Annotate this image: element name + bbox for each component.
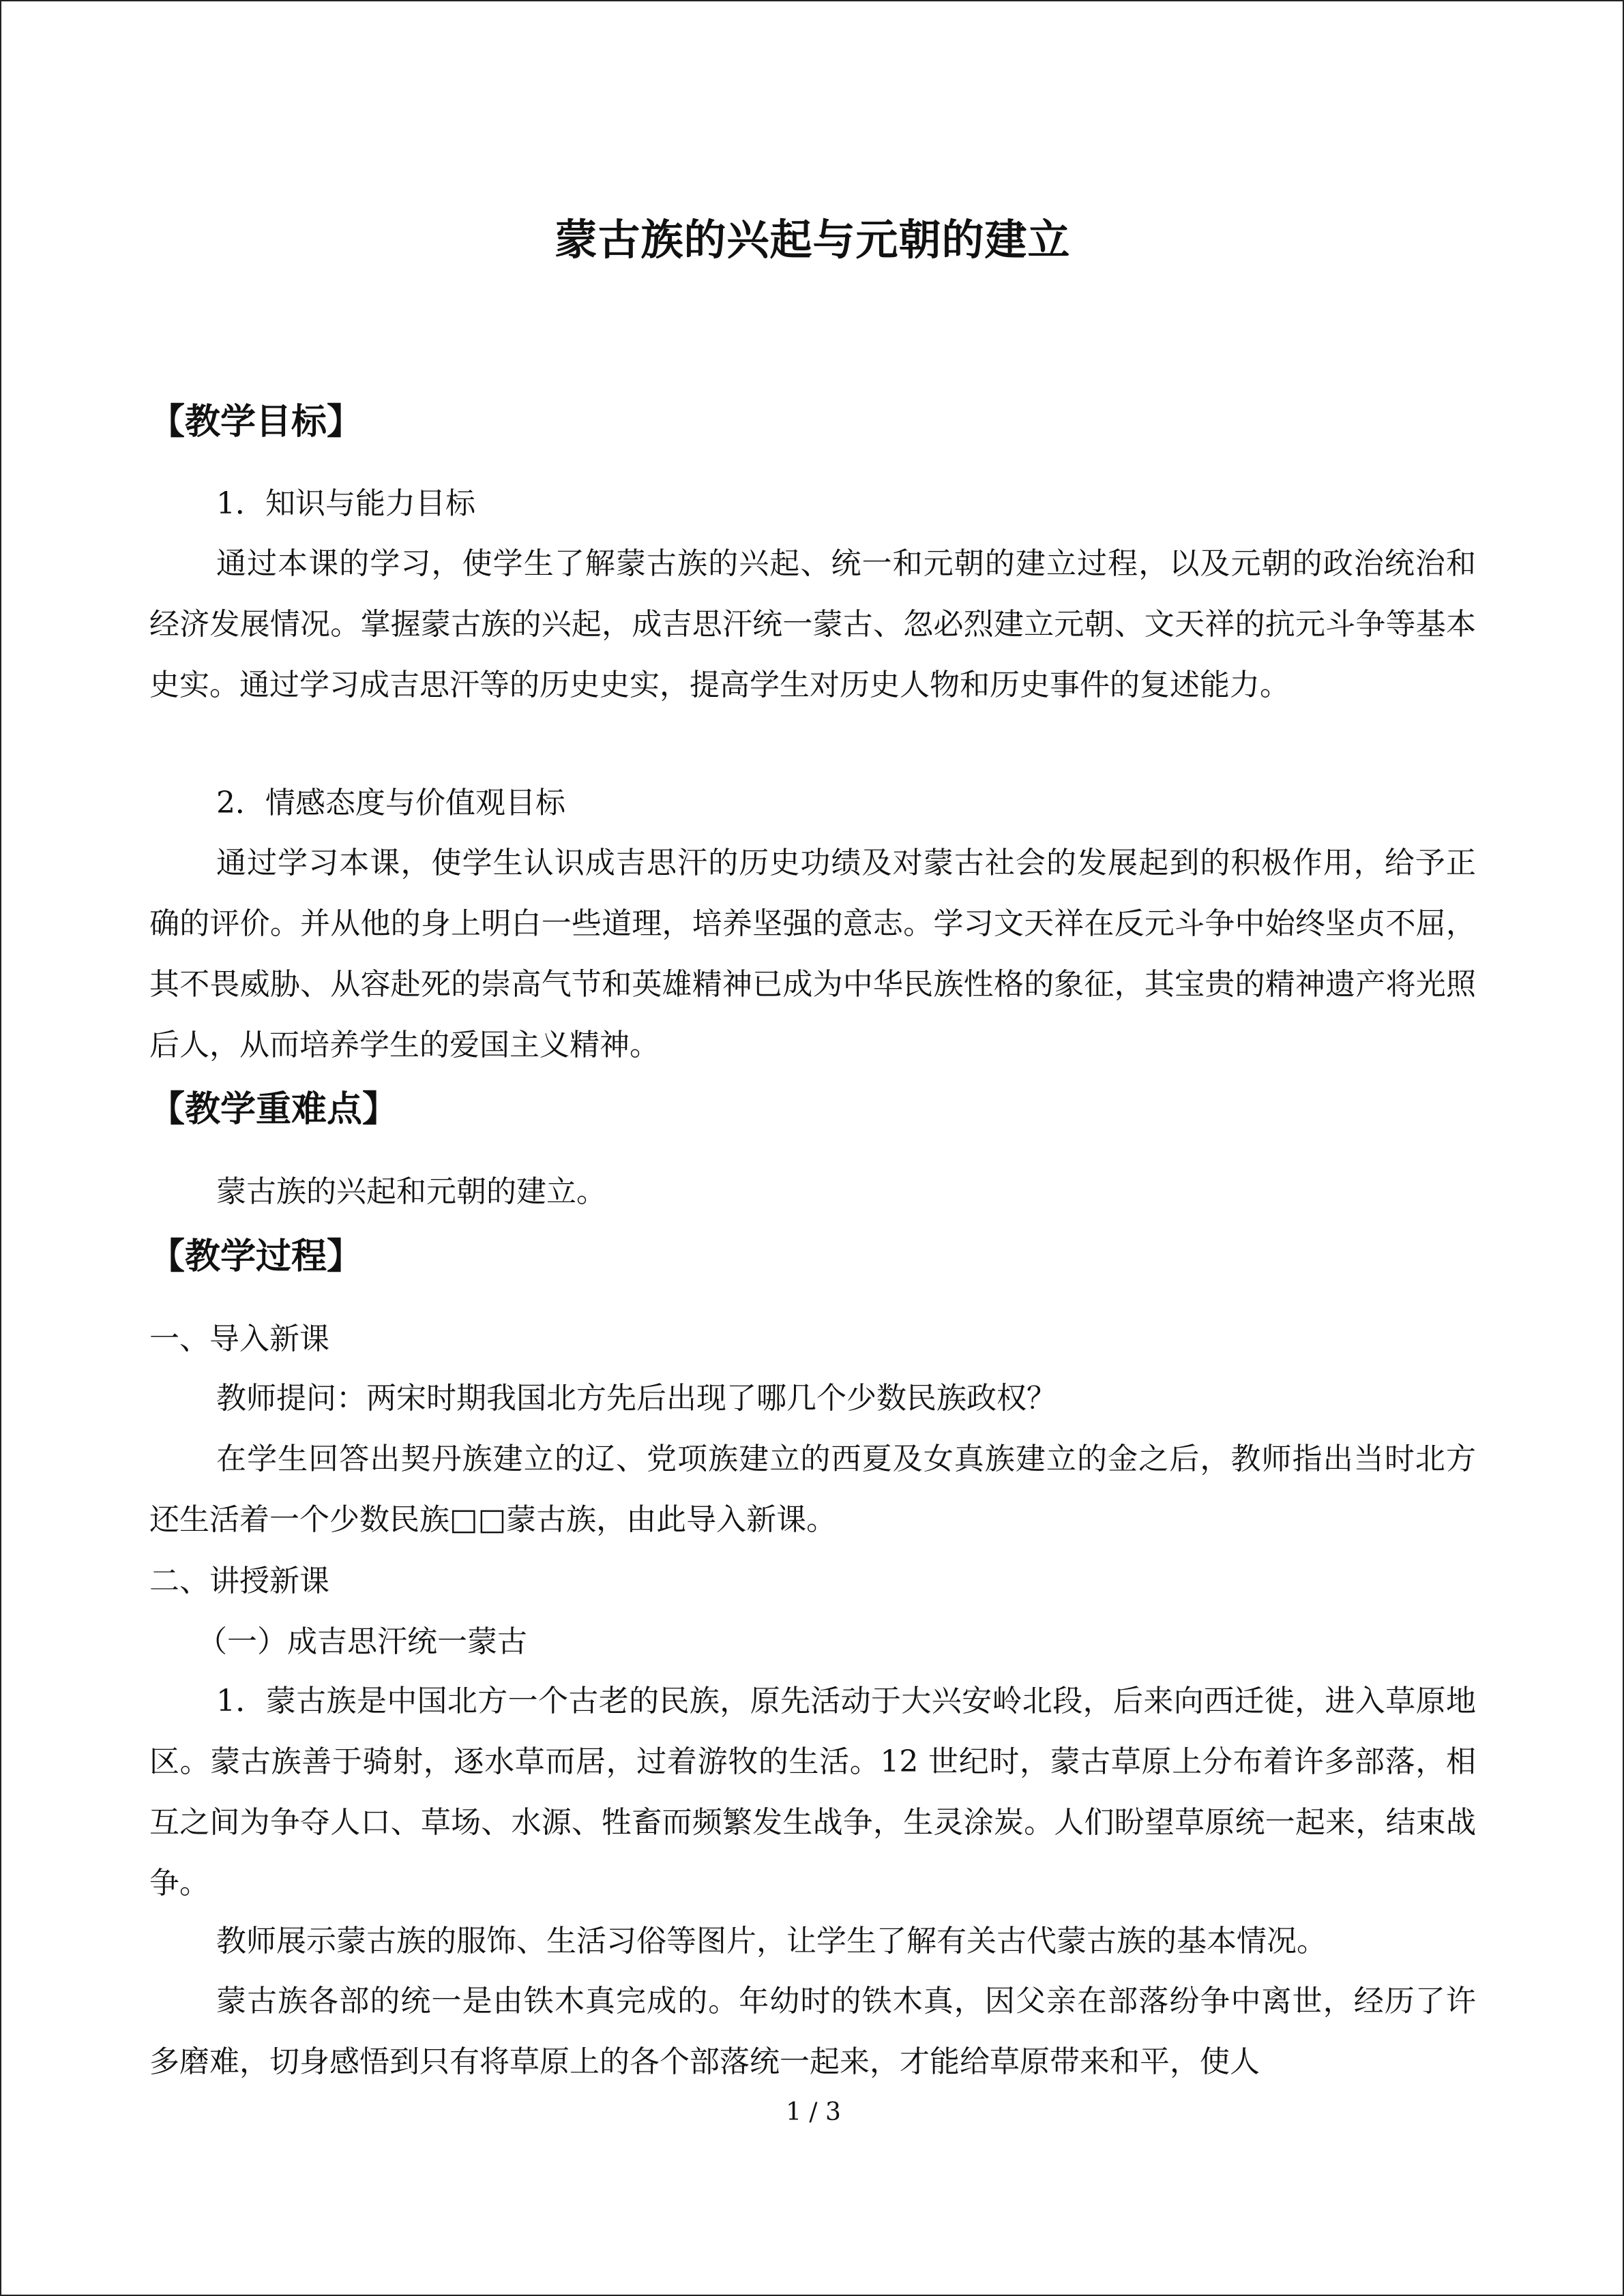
part1-question: 教师提问：两宋时期我国北方先后出现了哪几个少数民族政权？ [216, 1381, 1057, 1416]
part2-title: 二、讲授新课 [149, 1564, 329, 1598]
part1-paragraph: 在学生回答出契丹族建立的辽、党项族建立的西夏及女真族建立的金之后，教师指出当时北方还生活着一个少数民族□□蒙古族，由此导入新课。 [149, 1442, 1476, 1537]
key-points-text: 蒙古族的兴起和元朝的建立。 [216, 1174, 606, 1209]
goal2-title: 2．情感态度与价值观目标 [216, 786, 565, 820]
part2-subtitle: （一）成吉思汗统一蒙古 [197, 1624, 527, 1659]
goal1-paragraph: 通过本课的学习，使学生了解蒙古族的兴起、统一和元朝的建立过程，以及元朝的政治统治和经济发展情况。掌握蒙古族的兴起，成吉思汗统一蒙古、忽必烈建立元朝、文天祥的抗元斗争等基本史实。通过学习成吉思汗等的历史史实，提高学生对历史人物和历史事件的复述能力。 [149, 546, 1476, 702]
goal2-paragraph: 通过学习本课，使学生认识成吉思汗的历史功绩及对蒙古社会的发展起到的积极作用，给予正确的评价。并从他的身上明白一些道理，培养坚强的意志。学习文天祥在反元斗争中始终坚贞不屈，其不畏威胁、从容赴死的崇高气节和英雄精神已成为中华民族性格的象征，其宝贵的精神遗产将光照后人，从而培养学生的爱国主义精神。 [149, 846, 1476, 1062]
part2-paragraph-2: 教师展示蒙古族的服饰、生活习俗等图片，让学生了解有关古代蒙古族的基本情况。 [216, 1924, 1327, 1958]
goal1-title: 1．知识与能力目标 [216, 486, 475, 521]
page-number: 1 / 3 [786, 2098, 841, 2126]
heading-key-points: 【教学重难点】 [149, 1089, 398, 1130]
part2-paragraph-1: 1．蒙古族是中国北方一个古老的民族，原先活动于大兴安岭北段，后来向西迁徙，进入草原地区。蒙古族善于骑射，逐水草而居，过着游牧的生活。12 世纪时，蒙古草原上分布着许多部落，相互之间为争夺人口、草场、水源、牲畜而频繁发生战争，生灵涂炭。人们盼望草原统一起来，结束战争。 [149, 1684, 1476, 1900]
heading-teaching-process: 【教学过程】 [149, 1236, 363, 1277]
page-title: 蒙古族的兴起与元朝的建立 [555, 215, 1071, 265]
part1-title: 一、导入新课 [149, 1322, 329, 1356]
part2-paragraph-3: 蒙古族各部的统一是由铁木真完成的。年幼时的铁木真，因父亲在部落纷争中离世，经历了许多磨难，切身感悟到只有将草原上的各个部落统一起来，才能给草原带来和平，使人 [149, 1984, 1476, 2079]
heading-teaching-goals: 【教学目标】 [149, 402, 363, 443]
